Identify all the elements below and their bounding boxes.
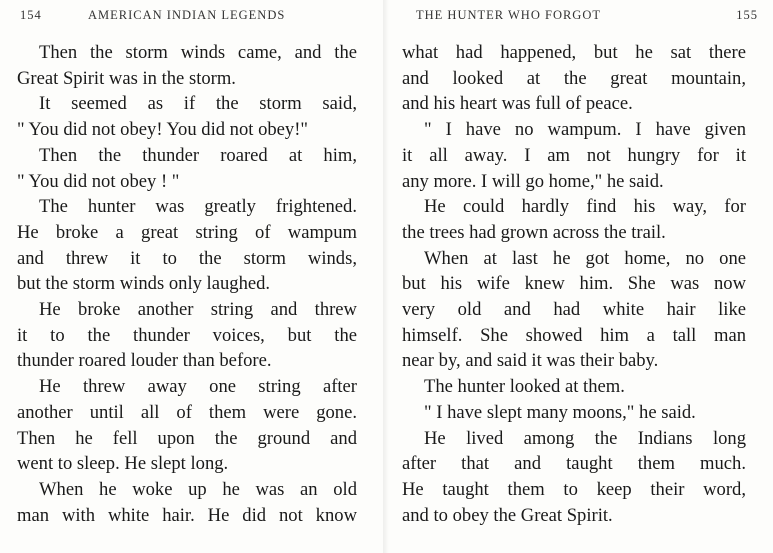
text-line: but his wife knew him. She was now	[402, 273, 746, 295]
left-page	[0, 0, 386, 553]
page-number: 155	[736, 8, 758, 22]
text-line: When he woke up he was an old	[39, 478, 357, 500]
paragraph	[17, 477, 357, 528]
right-page-text	[402, 40, 746, 528]
text-line: what had happened, but he sat there	[402, 42, 746, 63]
text-line: went to sleep. He slept long.	[17, 453, 229, 475]
left-page-header	[20, 8, 362, 28]
text-line: The hunter was greatly frightened.	[39, 196, 357, 218]
running-head: AMERICAN INDIAN LEGENDS	[88, 8, 286, 22]
paragraph	[402, 40, 746, 117]
paragraph	[17, 297, 357, 374]
text-line: and his heart was full of peace.	[402, 93, 633, 115]
text-line: another until all of them were gone.	[17, 401, 357, 423]
text-line: it to the thunder voices, but the	[17, 324, 357, 346]
paragraph	[402, 400, 746, 426]
text-line: He could hardly find his way, for	[424, 196, 746, 218]
text-line: " I have slept many moons," he said.	[424, 401, 696, 423]
paragraph	[17, 143, 357, 194]
paragraph	[17, 194, 357, 297]
text-line: The hunter looked at them.	[424, 376, 625, 398]
right-page	[386, 0, 773, 553]
text-line: Then the thunder roared at him,	[39, 144, 357, 166]
text-line: He broke another string and threw	[39, 299, 357, 321]
text-line: " You did not obey! You did not obey!"	[17, 119, 309, 141]
paragraph	[17, 374, 357, 477]
paragraph	[17, 91, 357, 142]
page-number: 154	[20, 8, 42, 22]
text-line: When at last he got home, no one	[424, 247, 746, 269]
text-line: " I have no wampum. I have given	[424, 119, 746, 141]
text-line: He broke a great string of wampum	[17, 221, 357, 243]
text-line: any more. I will go home," he said.	[402, 170, 664, 192]
text-line: the trees had grown across the trail.	[402, 221, 666, 243]
text-line: He threw away one string after	[39, 376, 357, 398]
text-line: and to obey the Great Spirit.	[402, 504, 613, 526]
running-head: THE HUNTER WHO FORGOT	[416, 8, 601, 22]
paragraph	[402, 117, 746, 194]
paragraph	[402, 374, 746, 400]
text-line: near by, and said it was their baby.	[402, 350, 659, 372]
text-line: It seemed as if the storm said,	[39, 93, 357, 115]
paragraph	[402, 194, 746, 245]
text-line: very old and had white hair like	[402, 299, 746, 321]
paragraph	[402, 426, 746, 529]
right-page-header	[416, 8, 758, 28]
text-line: it all away. I am not hungry for it	[402, 144, 746, 166]
left-page-text	[17, 40, 357, 528]
text-line: " You did not obey ! "	[17, 170, 180, 192]
paragraph	[402, 246, 746, 375]
text-line: Great Spirit was in the storm.	[17, 67, 236, 89]
text-line: Then he fell upon the ground and	[17, 427, 357, 449]
text-line: man with white hair. He did not know	[17, 504, 357, 526]
paragraph	[17, 40, 357, 91]
text-line: but the storm winds only laughed.	[17, 273, 271, 295]
text-line: and looked at the great mountain,	[402, 67, 746, 89]
text-line: He taught them to keep their word,	[402, 478, 746, 500]
text-line: after that and taught them much.	[402, 453, 746, 475]
text-line: thunder roared louder than before.	[17, 350, 272, 372]
text-line: Then the storm winds came, and the	[39, 42, 357, 63]
text-line: He lived among the Indians long	[424, 427, 746, 449]
text-line: himself. She showed him a tall man	[402, 324, 746, 346]
text-line: and threw it to the storm winds,	[17, 247, 357, 269]
